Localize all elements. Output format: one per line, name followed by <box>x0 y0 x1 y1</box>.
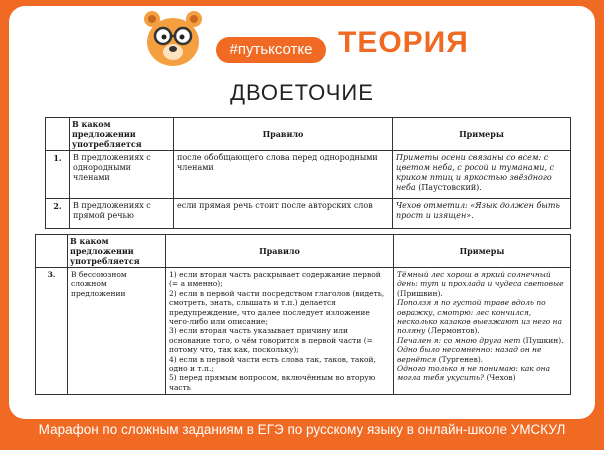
header-examples: Примеры <box>393 118 571 151</box>
rules-table-1 <box>45 117 571 229</box>
example-item: Поползя я по густой траве вдоль по овражку, смотрю: лес кончился, несколько казаков выезжают из него на поляну (Лермонтов). <box>397 298 562 336</box>
row-rule: после обобщающего слова перед однородными членами <box>174 151 393 199</box>
rules-table-2 <box>35 234 571 395</box>
header-examples: Примеры <box>394 235 571 268</box>
hashtag-badge: #путьксотке <box>216 37 326 63</box>
table-row <box>36 268 571 395</box>
header-where: В каком предложении употребляется <box>68 235 166 268</box>
bear-mascot-logo <box>142 10 204 68</box>
example-item: Одно было несомненно: назад он не вернётся (Тургенев). <box>397 345 542 364</box>
brand-title: ТЕОРИЯ <box>338 26 469 59</box>
example-author: (Паустовский). <box>418 183 482 192</box>
header-rule: Правило <box>166 235 394 268</box>
row-where: В предложениях с однородными членами <box>70 151 174 199</box>
row-number: 1. <box>46 151 70 199</box>
header-num <box>46 118 70 151</box>
row-example <box>393 151 571 199</box>
rule-item: 3) если вторая часть указывает причину или основание того, о чём говорится в первой части (= потому что, так как, поскольку); <box>169 326 373 355</box>
example-item: Тёмный лес хорош в яркий солнечный день: тут и прохлада и чудеса световые (Пришвин). <box>397 270 564 298</box>
table-header-row <box>46 118 571 151</box>
row-examples <box>394 268 571 395</box>
table-row <box>46 151 571 199</box>
row-number: 2. <box>46 199 70 229</box>
header-where: В каком предложении употребляется <box>70 118 174 151</box>
header-num <box>36 235 68 268</box>
table-row <box>46 199 571 229</box>
row-number: 3. <box>36 268 68 395</box>
example-text: Приметы осени связаны со всем: с цветом неба, с росой и туманами, с криком птиц и яркостью звёздного неба <box>396 153 554 192</box>
rule-item: 2) если в первой части посредством глаголов (видеть, смотреть, знать, слышать и т.п.) делается предупреждение, что далее последует изложение чего-либо или описание; <box>169 288 385 327</box>
row-where: В бессоюзном сложном предложении <box>68 268 166 395</box>
example-item: Печален я: со мною друга нет (Пушкин). <box>397 335 564 345</box>
rule-item: 1) если вторая часть раскрывает содержание первой (= а именно); <box>169 270 381 289</box>
table-header-row <box>36 235 571 268</box>
page-title: ДВОЕТОЧИЕ <box>230 80 374 105</box>
footer-caption: Марафон по сложным заданиям в ЕГЭ по русскому языку в онлайн-школе УМСКУЛ <box>38 422 566 437</box>
row-example: Чехов отметил: «Язык должен быть прост и изящен». <box>393 199 571 229</box>
example-item: Одного только я не понимаю: как она могла тебя укусить? (Чехов) <box>397 364 551 383</box>
rule-item: 5) перед прямым вопросом, включённым во вторую часть <box>169 373 376 392</box>
row-where: В предложениях с прямой речью <box>70 199 174 229</box>
row-rule: если прямая речь стоит после авторских слов <box>174 199 393 229</box>
row-rules <box>166 268 394 395</box>
header-rule: Правило <box>174 118 393 151</box>
rule-item: 4) если в первой части есть слова так, таков, такой, одно и т.п.; <box>169 354 376 374</box>
